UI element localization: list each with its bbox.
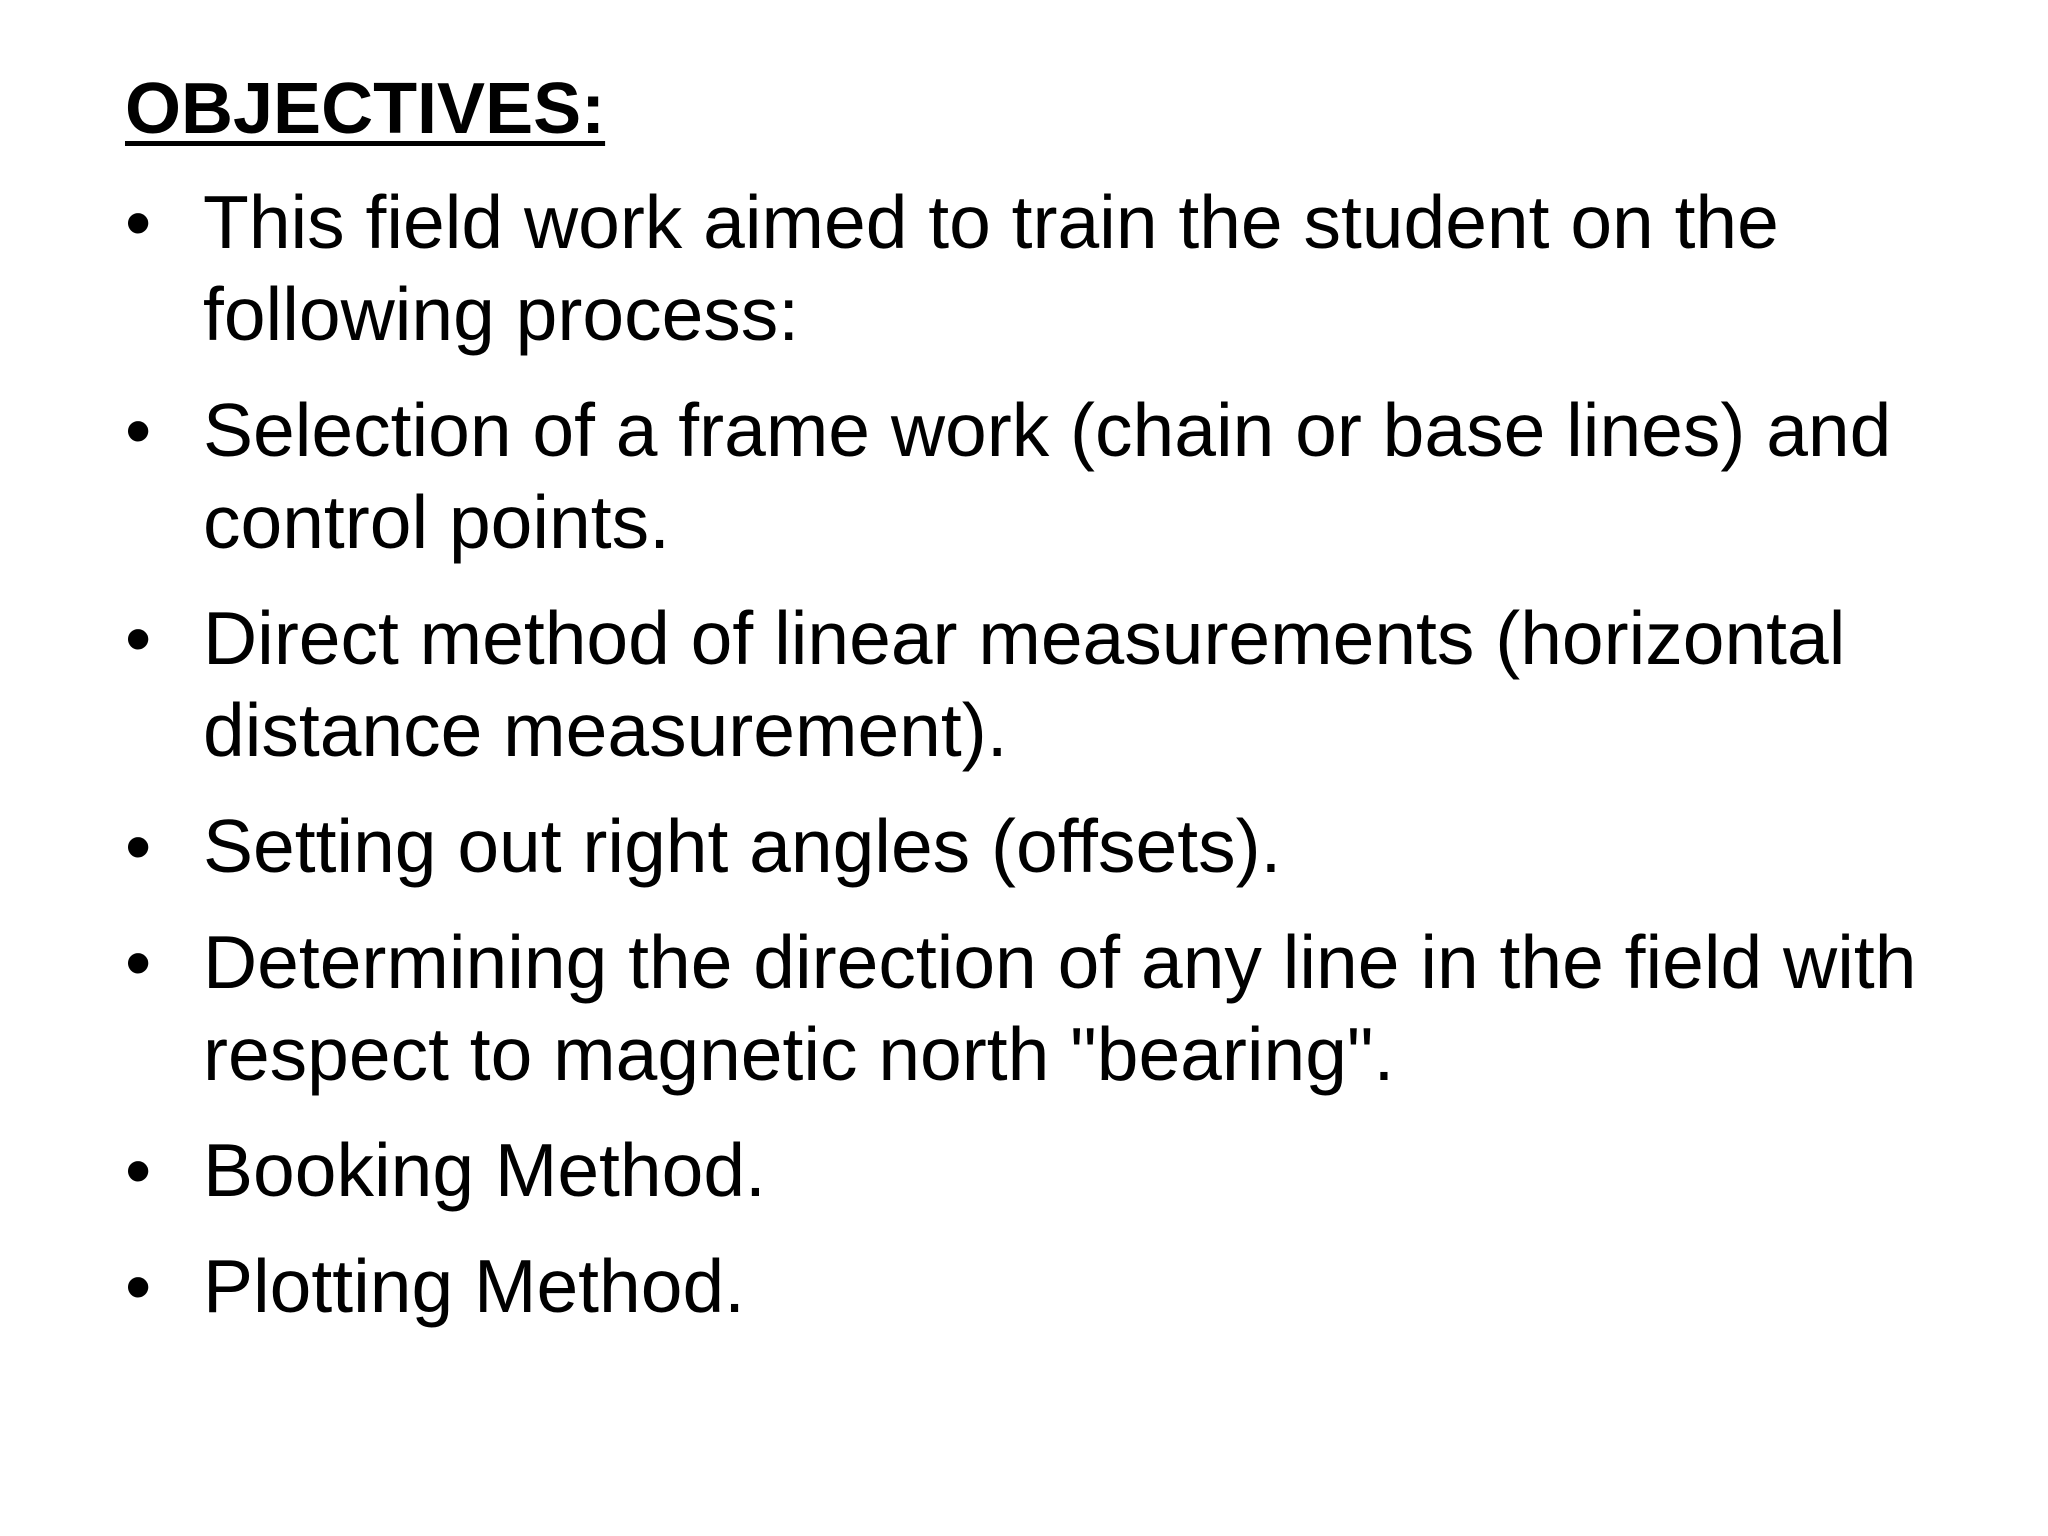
list-item (125, 800, 1985, 892)
list-item-text: Determining the direction of any line in the field with respect to magnetic north "bearing". (203, 920, 1917, 1096)
list-item (125, 916, 1985, 1100)
list-item-text: Direct method of linear measurements (horizontal distance measurement). (203, 596, 1846, 772)
list-item-text: Selection of a frame work (chain or base lines) and control points. (203, 388, 1892, 564)
list-item (125, 176, 1985, 360)
bullet-icon: • (125, 804, 152, 888)
list-item-text: Plotting Method. (203, 1244, 745, 1328)
bullet-icon: • (125, 388, 152, 472)
bullet-icon: • (125, 1244, 152, 1328)
list-item (125, 592, 1985, 776)
bullet-icon: • (125, 596, 152, 680)
bullet-icon: • (125, 180, 152, 264)
list-item-text: Booking Method. (203, 1128, 766, 1212)
bullet-icon: • (125, 920, 152, 1004)
list-item (125, 384, 1985, 568)
list-item-text: Setting out right angles (offsets). (203, 804, 1282, 888)
list-item-text: This field work aimed to train the student on the following process: (203, 180, 1779, 356)
list-item (125, 1124, 1985, 1216)
objectives-list (125, 176, 1985, 1356)
list-item (125, 1240, 1985, 1332)
bullet-icon: • (125, 1128, 152, 1212)
slide-heading: OBJECTIVES: (125, 69, 606, 149)
